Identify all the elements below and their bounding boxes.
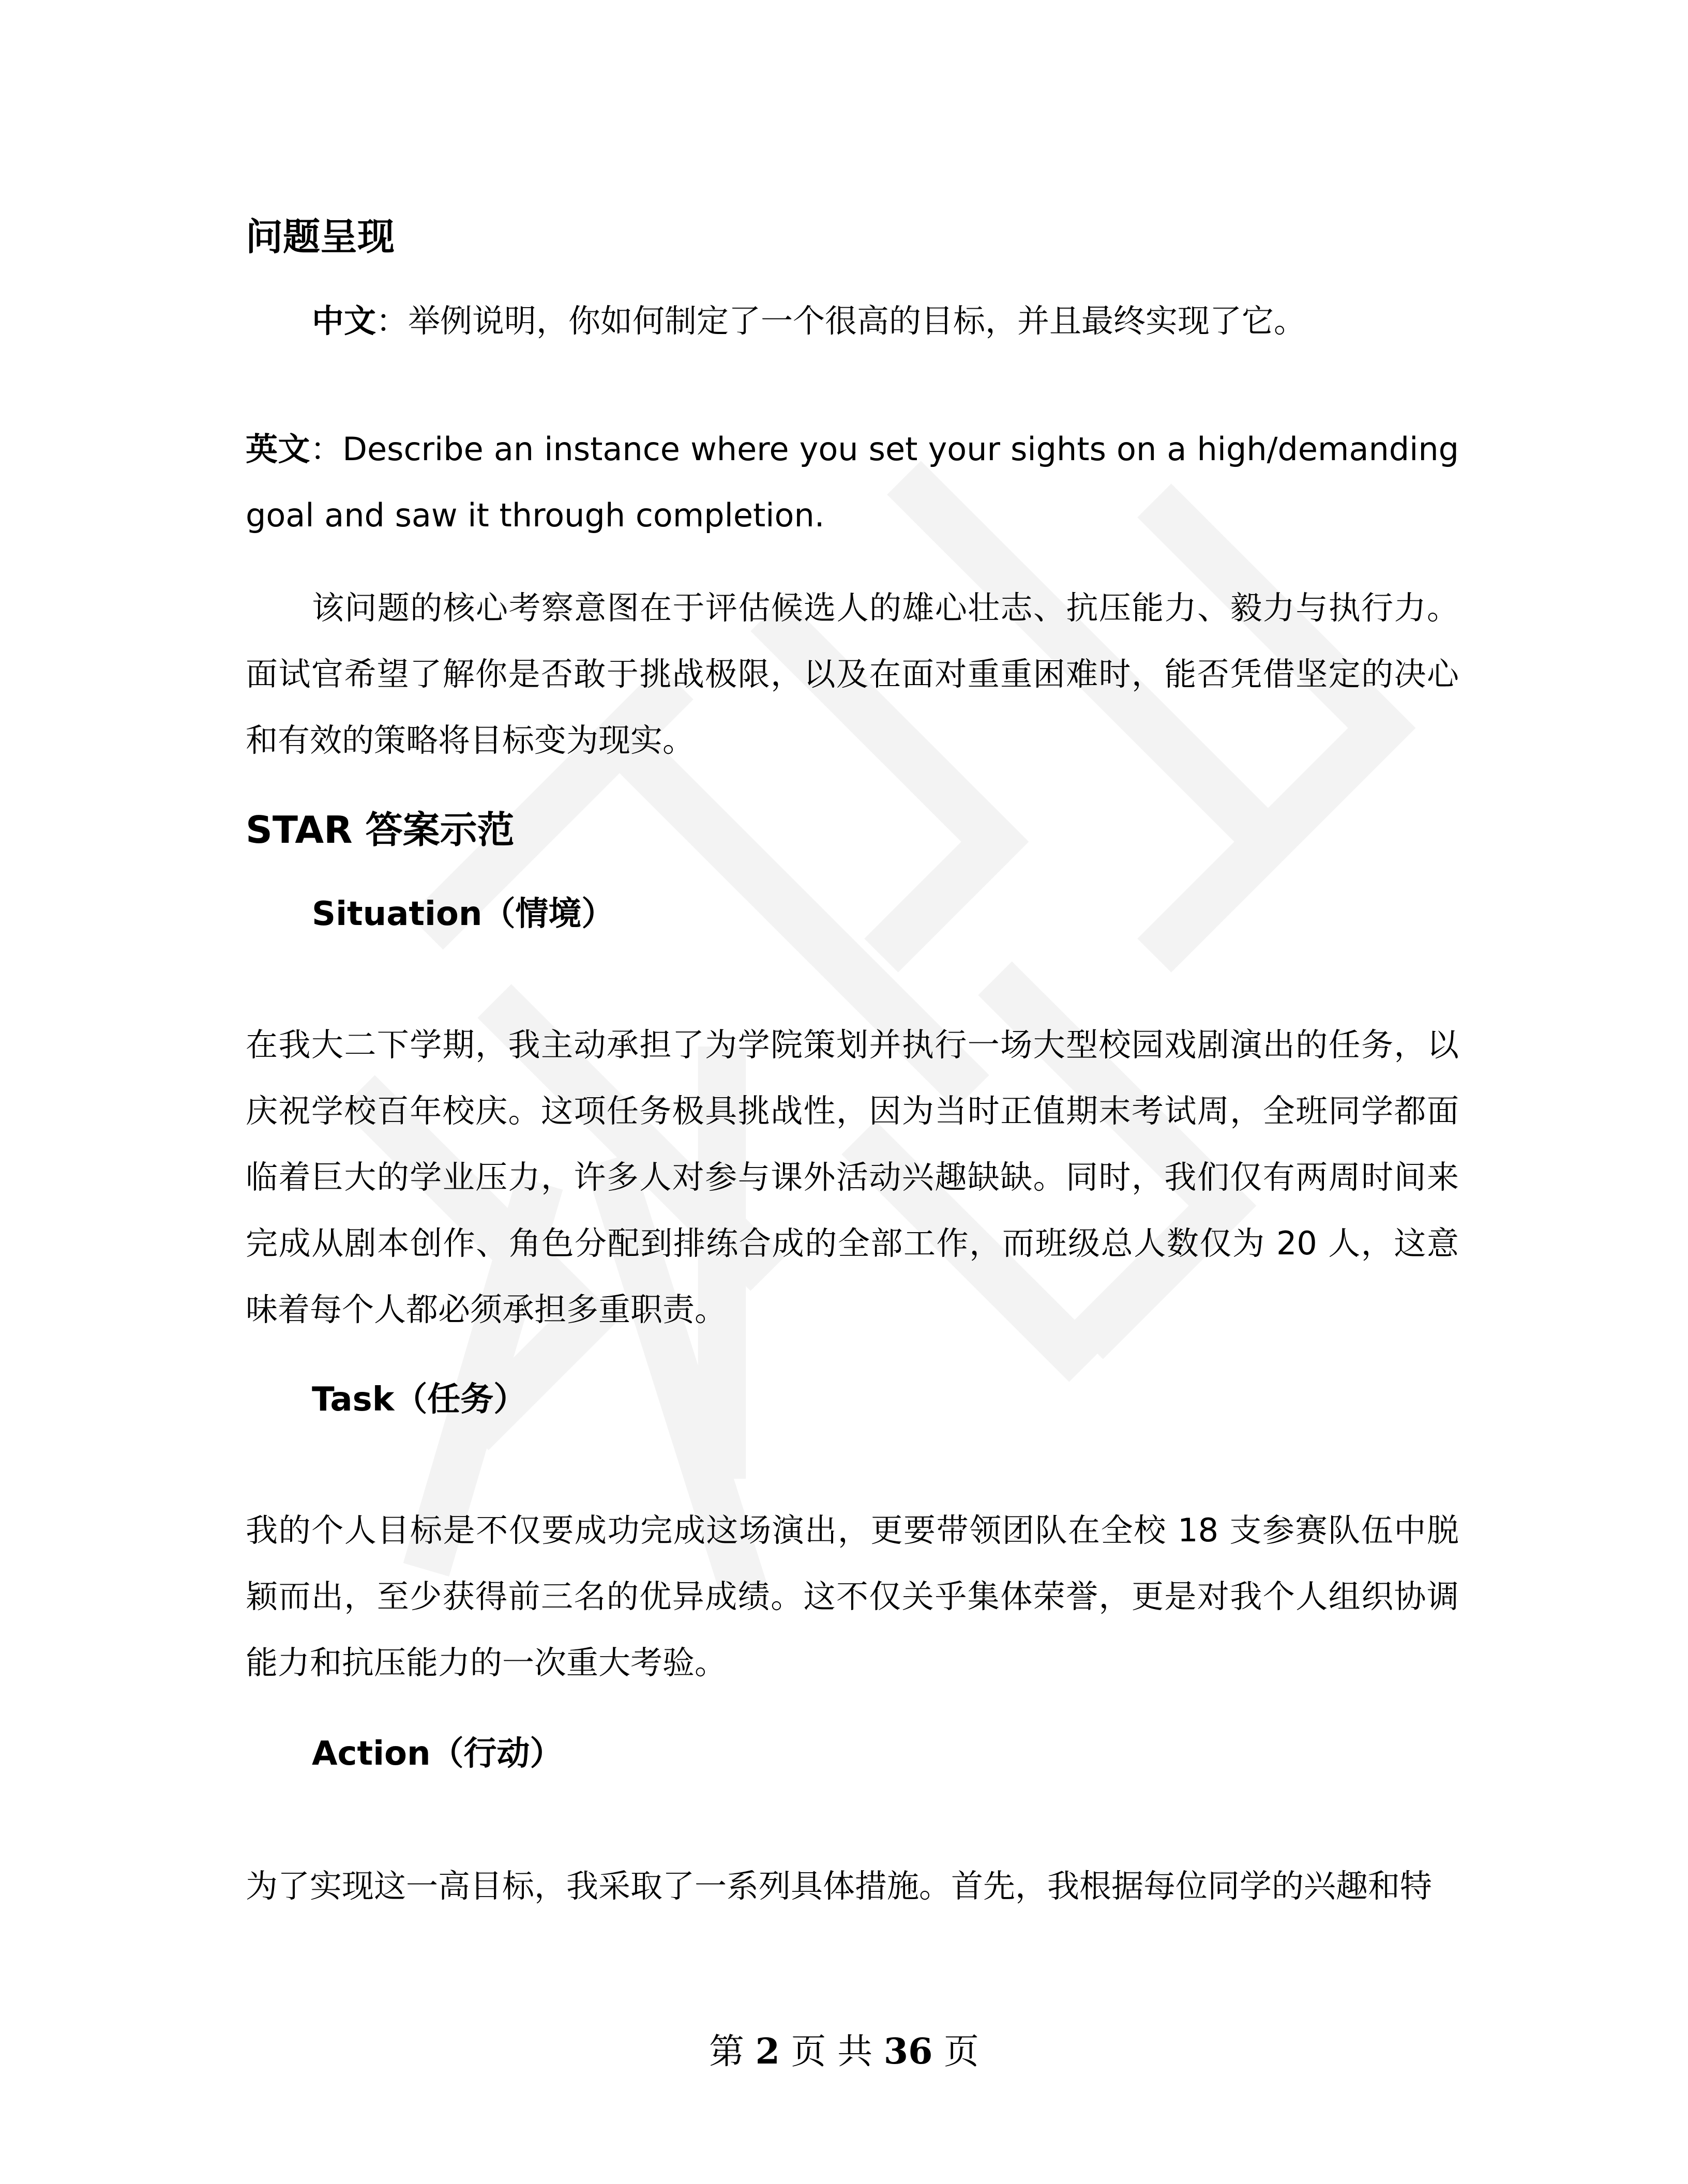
english-question-text: Describe an instance where you set your sights on a high/demanding goal and saw it through completion. — [246, 430, 1459, 534]
action-title: Action（行动） — [312, 1735, 563, 1773]
chinese-question-text: 举例说明，你如何制定了一个很高的目标，并且最终实现了它。 — [408, 302, 1306, 340]
total-pages-number: 36 — [883, 2031, 933, 2072]
situation-paragraph: 在我大二下学期，我主动承担了为学院策划并执行一场大型校园戏剧演出的任务，以庆祝学校百年校庆。这项任务极具挑战性，因为当时正值期末考试周，全班同学都面临着巨大的学业压力，许多人对参与课外活动兴趣缺缺。同时，我们仅有两周时间来完成从剧本创作、角色分配到排练合成的全部工作，而班级总人数仅为 20 人，这意味着每个人都必须承担多重职责。 — [246, 1026, 1459, 1328]
footer-suffix: 页 — [944, 2031, 979, 2072]
current-page-number: 2 — [755, 2031, 780, 2072]
english-label: 英文 — [246, 430, 310, 468]
task-paragraph: 我的个人目标是不仅要成功完成这场演出，更要带领团队在全校 18 支参赛队伍中脱颖而出，至少获得前三名的优异成绩。这不仅关乎集体荣誉，更是对我个人组织协调能力和抗压能力的一次重大考验。 — [246, 1511, 1459, 1681]
page-footer — [0, 2027, 1688, 2077]
english-separator: ： — [310, 430, 343, 468]
action-paragraph: 为了实现这一高目标，我采取了一系列具体措施。首先，我根据每位同学的兴趣和特 — [246, 1867, 1433, 1905]
chinese-separator: ： — [376, 302, 409, 340]
heading-star-answer: STAR 答案示范 — [246, 808, 515, 852]
task-title: Task（任务） — [312, 1381, 527, 1419]
intent-paragraph: 该问题的核心考察意图在于评估候选人的雄心壮志、抗压能力、毅力与执行力。面试官希望了解你是否敢于挑战极限，以及在面对重重困难时，能否凭借坚定的决心和有效的策略将目标变为现实。 — [246, 589, 1459, 759]
chinese-label: 中文 — [312, 302, 376, 340]
heading-question: 问题呈现 — [246, 215, 395, 259]
situation-title: Situation（情境） — [312, 895, 615, 933]
chinese-question-line — [312, 288, 1459, 354]
english-question-paragraph — [246, 416, 1459, 549]
footer-middle: 页 共 — [791, 2031, 873, 2072]
footer-prefix: 第 — [709, 2031, 744, 2072]
